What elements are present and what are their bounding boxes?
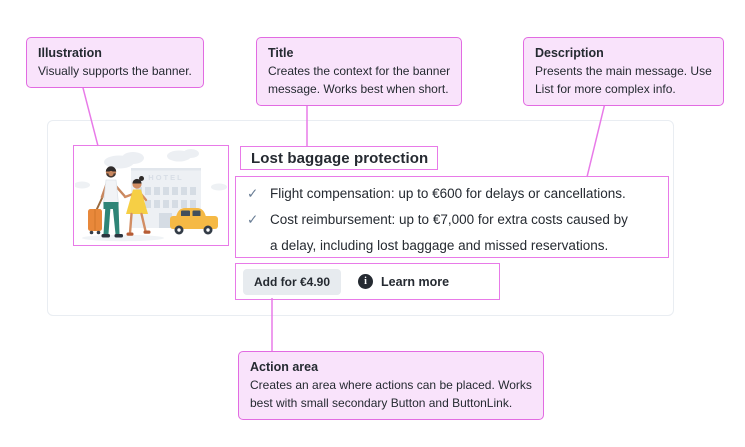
title-highlight-box (240, 146, 438, 170)
callout-title-title: Title (268, 46, 294, 60)
list-item-text-line2: a delay, including lost baggage and missed reservations. (270, 238, 609, 253)
list-item-text-line1: Cost reimbursement: up to €7,000 for extra costs caused by (270, 212, 628, 227)
callout-action-area-body-line1: Creates an area where actions can be placed. Works (250, 378, 532, 392)
callout-description-title: Description (535, 46, 604, 60)
illustration-highlight-box (73, 145, 229, 246)
callout-illustration (26, 37, 204, 88)
callout-description-body-line1: Presents the main message. Use (535, 64, 712, 78)
callout-action-area-title: Action area (250, 360, 319, 374)
learn-more-label: Learn more (381, 274, 450, 289)
check-icon: ✓ (247, 212, 259, 227)
action-area-highlight-box (235, 263, 500, 300)
action-area (236, 269, 449, 295)
suitcase (88, 196, 103, 234)
description-highlight-box (235, 176, 669, 258)
list-item (247, 207, 668, 259)
callout-illustration-title: Illustration (38, 46, 102, 60)
callout-illustration-body: Visually supports the banner. (38, 64, 192, 78)
learn-more-link[interactable] (358, 274, 449, 289)
check-icon: ✓ (247, 186, 259, 201)
callout-action-area (238, 351, 544, 420)
info-icon: i (358, 274, 373, 289)
banner-illustration (75, 147, 228, 245)
callout-title (256, 37, 462, 106)
list-item-text: Flight compensation: up to €600 for delays or cancellations. (270, 186, 626, 201)
benefits-list (236, 177, 668, 259)
banner-title: Lost baggage protection (251, 149, 429, 167)
add-button[interactable]: Add for €4.90 (243, 269, 341, 295)
callout-title-body-line1: Creates the context for the banner (268, 64, 451, 78)
callout-description (523, 37, 724, 106)
banner-card (47, 120, 674, 316)
callout-description-body-line2: List for more complex info. (535, 82, 676, 96)
callout-action-area-body-line2: best with small secondary Button and ButtonLink. (250, 396, 513, 410)
hotel-sign: HOTEL (147, 173, 184, 182)
list-item (247, 181, 668, 207)
traveler-man (101, 166, 125, 237)
callout-title-body-line2: message. Works best when short. (268, 82, 449, 96)
